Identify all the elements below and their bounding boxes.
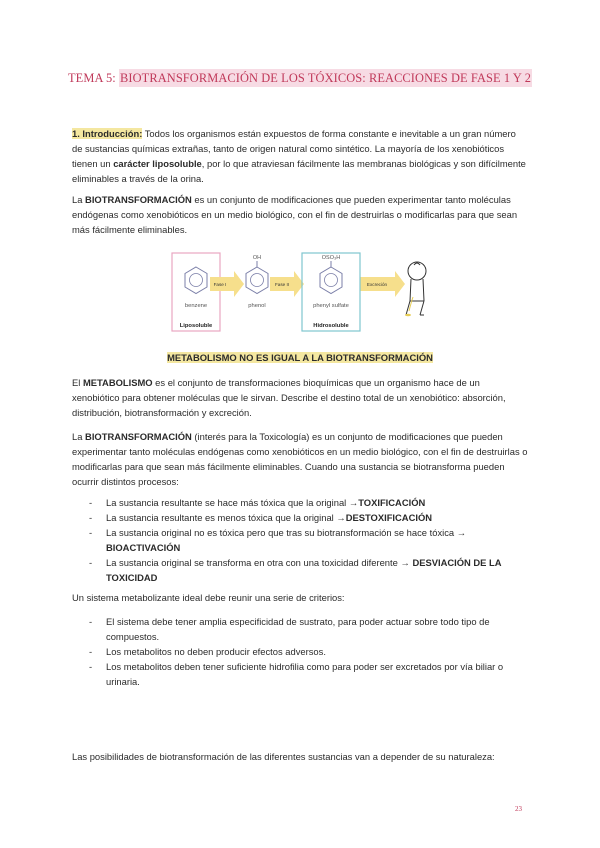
biotransformation-paragraph [72, 429, 528, 489]
person-cartoon-icon [406, 262, 426, 315]
intro-text-1: Todos los organismos están expuestos de forma constante e inevitable a un gran número de sustancias químicas extrañas, tanto de origen natural como sintético. La mayoría de los xenobióticos tienen un [72, 128, 516, 169]
section-heading [72, 350, 528, 365]
oso3h-label: OSO₃H [321, 255, 341, 261]
bio2-prefix: La [72, 431, 86, 442]
process-bold: DESTOXIFICACIÓN [345, 512, 433, 523]
bio1-prefix: La [72, 194, 86, 205]
excrecion-label: Excreción [366, 282, 388, 287]
fase2-label: Fase II [274, 282, 290, 287]
process-text: La sustancia resultante es menos tóxica que la original → [106, 512, 346, 523]
intro-text-2: , por lo que atraviesan fácilmente las membranas biológicas y son difícilmente eliminables a través de la orina. [72, 158, 526, 184]
heading-text: METABOLISMO NO ES IGUAL A LA BIOTRANSFORMACIÓN [167, 352, 433, 363]
criteria-intro-text: Un sistema metabolizante ideal debe reunir una serie de criterios: [72, 592, 345, 603]
fase1-label: Fase I [213, 282, 227, 287]
list-item: - La sustancia original no es tóxica pero que tras su biotransformación se hace tóxica → BIOACTIVACIÓN [89, 527, 467, 553]
phenol-ring [246, 267, 268, 294]
meta-text: es el conjunto de transformaciones bioquímicas que un organismo hace de un xenobiótico para obtener moléculas que le sirvan. Describe el destino total de un xenobiótico: absorción, distribución, biotransformación y excreción. [72, 377, 506, 418]
list-item: - Los metabolitos deben tener suficiente hidrofilia como para poder ser excretados por vía biliar o urinaria. [89, 661, 504, 687]
phenyl-sulfate-label: phenyl sulfate [313, 303, 349, 309]
criteria-text: El sistema debe tener amplia especificidad de sustrato, para poder actuar sobre todo tipo de compuestos. [106, 616, 490, 642]
criteria-text: Los metabolitos deben tener suficiente hidrofilia como para poder ser excretados por vía biliar o urinaria. [106, 661, 504, 687]
list-item: - La sustancia resultante se hace más tóxica que la original →TOXIFICACIÓN [89, 497, 426, 508]
intro-label: 1. Introducción: [72, 128, 143, 139]
page-number: 23 [515, 805, 522, 813]
list-item: - Los metabolitos no deben producir efectos adversos. [89, 646, 326, 657]
metabolism-paragraph [72, 375, 528, 420]
list-item: - La sustancia original se transforma en otra con una toxicidad diferente → DESVIACIÓN DE LA TOXICIDAD [89, 557, 502, 583]
title-main: BIOTRANSFORMACIÓN DE LOS TÓXICOS: REACCIONES DE FASE 1 Y 2 [120, 71, 531, 85]
liposoluble-label: Liposoluble [179, 323, 213, 329]
list-item: - El sistema debe tener amplia especificidad de sustrato, para poder actuar sobre todo tipo de compuestos. [89, 616, 490, 642]
process-bold: DESVIACIÓN DE LA TOXICIDAD [106, 557, 502, 583]
closing-paragraph [72, 749, 528, 764]
criteria-intro [72, 590, 528, 605]
process-bold: TOXIFICACIÓN [358, 497, 426, 508]
list-item: - La sustancia resultante es menos tóxica que la original →DESTOXIFICACIÓN [89, 512, 433, 523]
title-prefix: TEMA 5: [67, 71, 120, 85]
urine-puddle [405, 314, 411, 316]
criteria-text: Los metabolitos no deben producir efectos adversos. [106, 646, 326, 657]
intro-bold: carácter liposoluble [113, 158, 202, 169]
meta-prefix: El [72, 377, 83, 388]
process-text: La sustancia original se transforma en otra con una toxicidad diferente → [106, 557, 413, 568]
bio1-text: es un conjunto de modificaciones que pueden experimentar tanto moléculas endógenas como xenobióticos en un medio biológico, con el fin de destruirlas o modificarlas para que sean más fácilmente eliminables. [72, 194, 518, 235]
hidrosoluble-label: Hidrosoluble [313, 323, 349, 329]
process-text: La sustancia original no es tóxica pero que tras su biotransformación se hace tóxica → [106, 527, 467, 538]
sulfate-ring [320, 267, 342, 294]
process-bold: BIOACTIVACIÓN [106, 542, 181, 553]
bio1-bold: BIOTRANSFORMACIÓN [85, 194, 192, 205]
oh-label: OH [252, 255, 262, 261]
biotransformation-figure [170, 251, 430, 336]
intro-paragraph [72, 126, 528, 186]
bio2-text: (interés para la Toxicología) es un conjunto de modificaciones que pueden experimentar tanto moléculas endógenas como xenobióticos en un medio biológico, con el fin de destruirlas o modificarlas para que sean más fácilmente eliminables. Cuando una sustancia se biotransforma pueden ocurrir distintos procesos: [72, 431, 528, 487]
biotransformation-definition [72, 192, 528, 237]
criteria-list [72, 614, 528, 689]
closing-text: Las posibilidades de biotransformación de las diferentes sustancias van a depender de su naturaleza: [72, 751, 495, 762]
phenol-label: phenol [248, 303, 266, 309]
process-text: La sustancia resultante se hace más tóxica que la original → [106, 497, 359, 508]
page-title [0, 71, 600, 86]
benzene-label: benzene [184, 303, 208, 309]
benzene-ring [185, 267, 207, 294]
bio2-bold: BIOTRANSFORMACIÓN [85, 431, 192, 442]
meta-bold: METABOLISMO [82, 377, 153, 388]
processes-list [72, 495, 528, 585]
